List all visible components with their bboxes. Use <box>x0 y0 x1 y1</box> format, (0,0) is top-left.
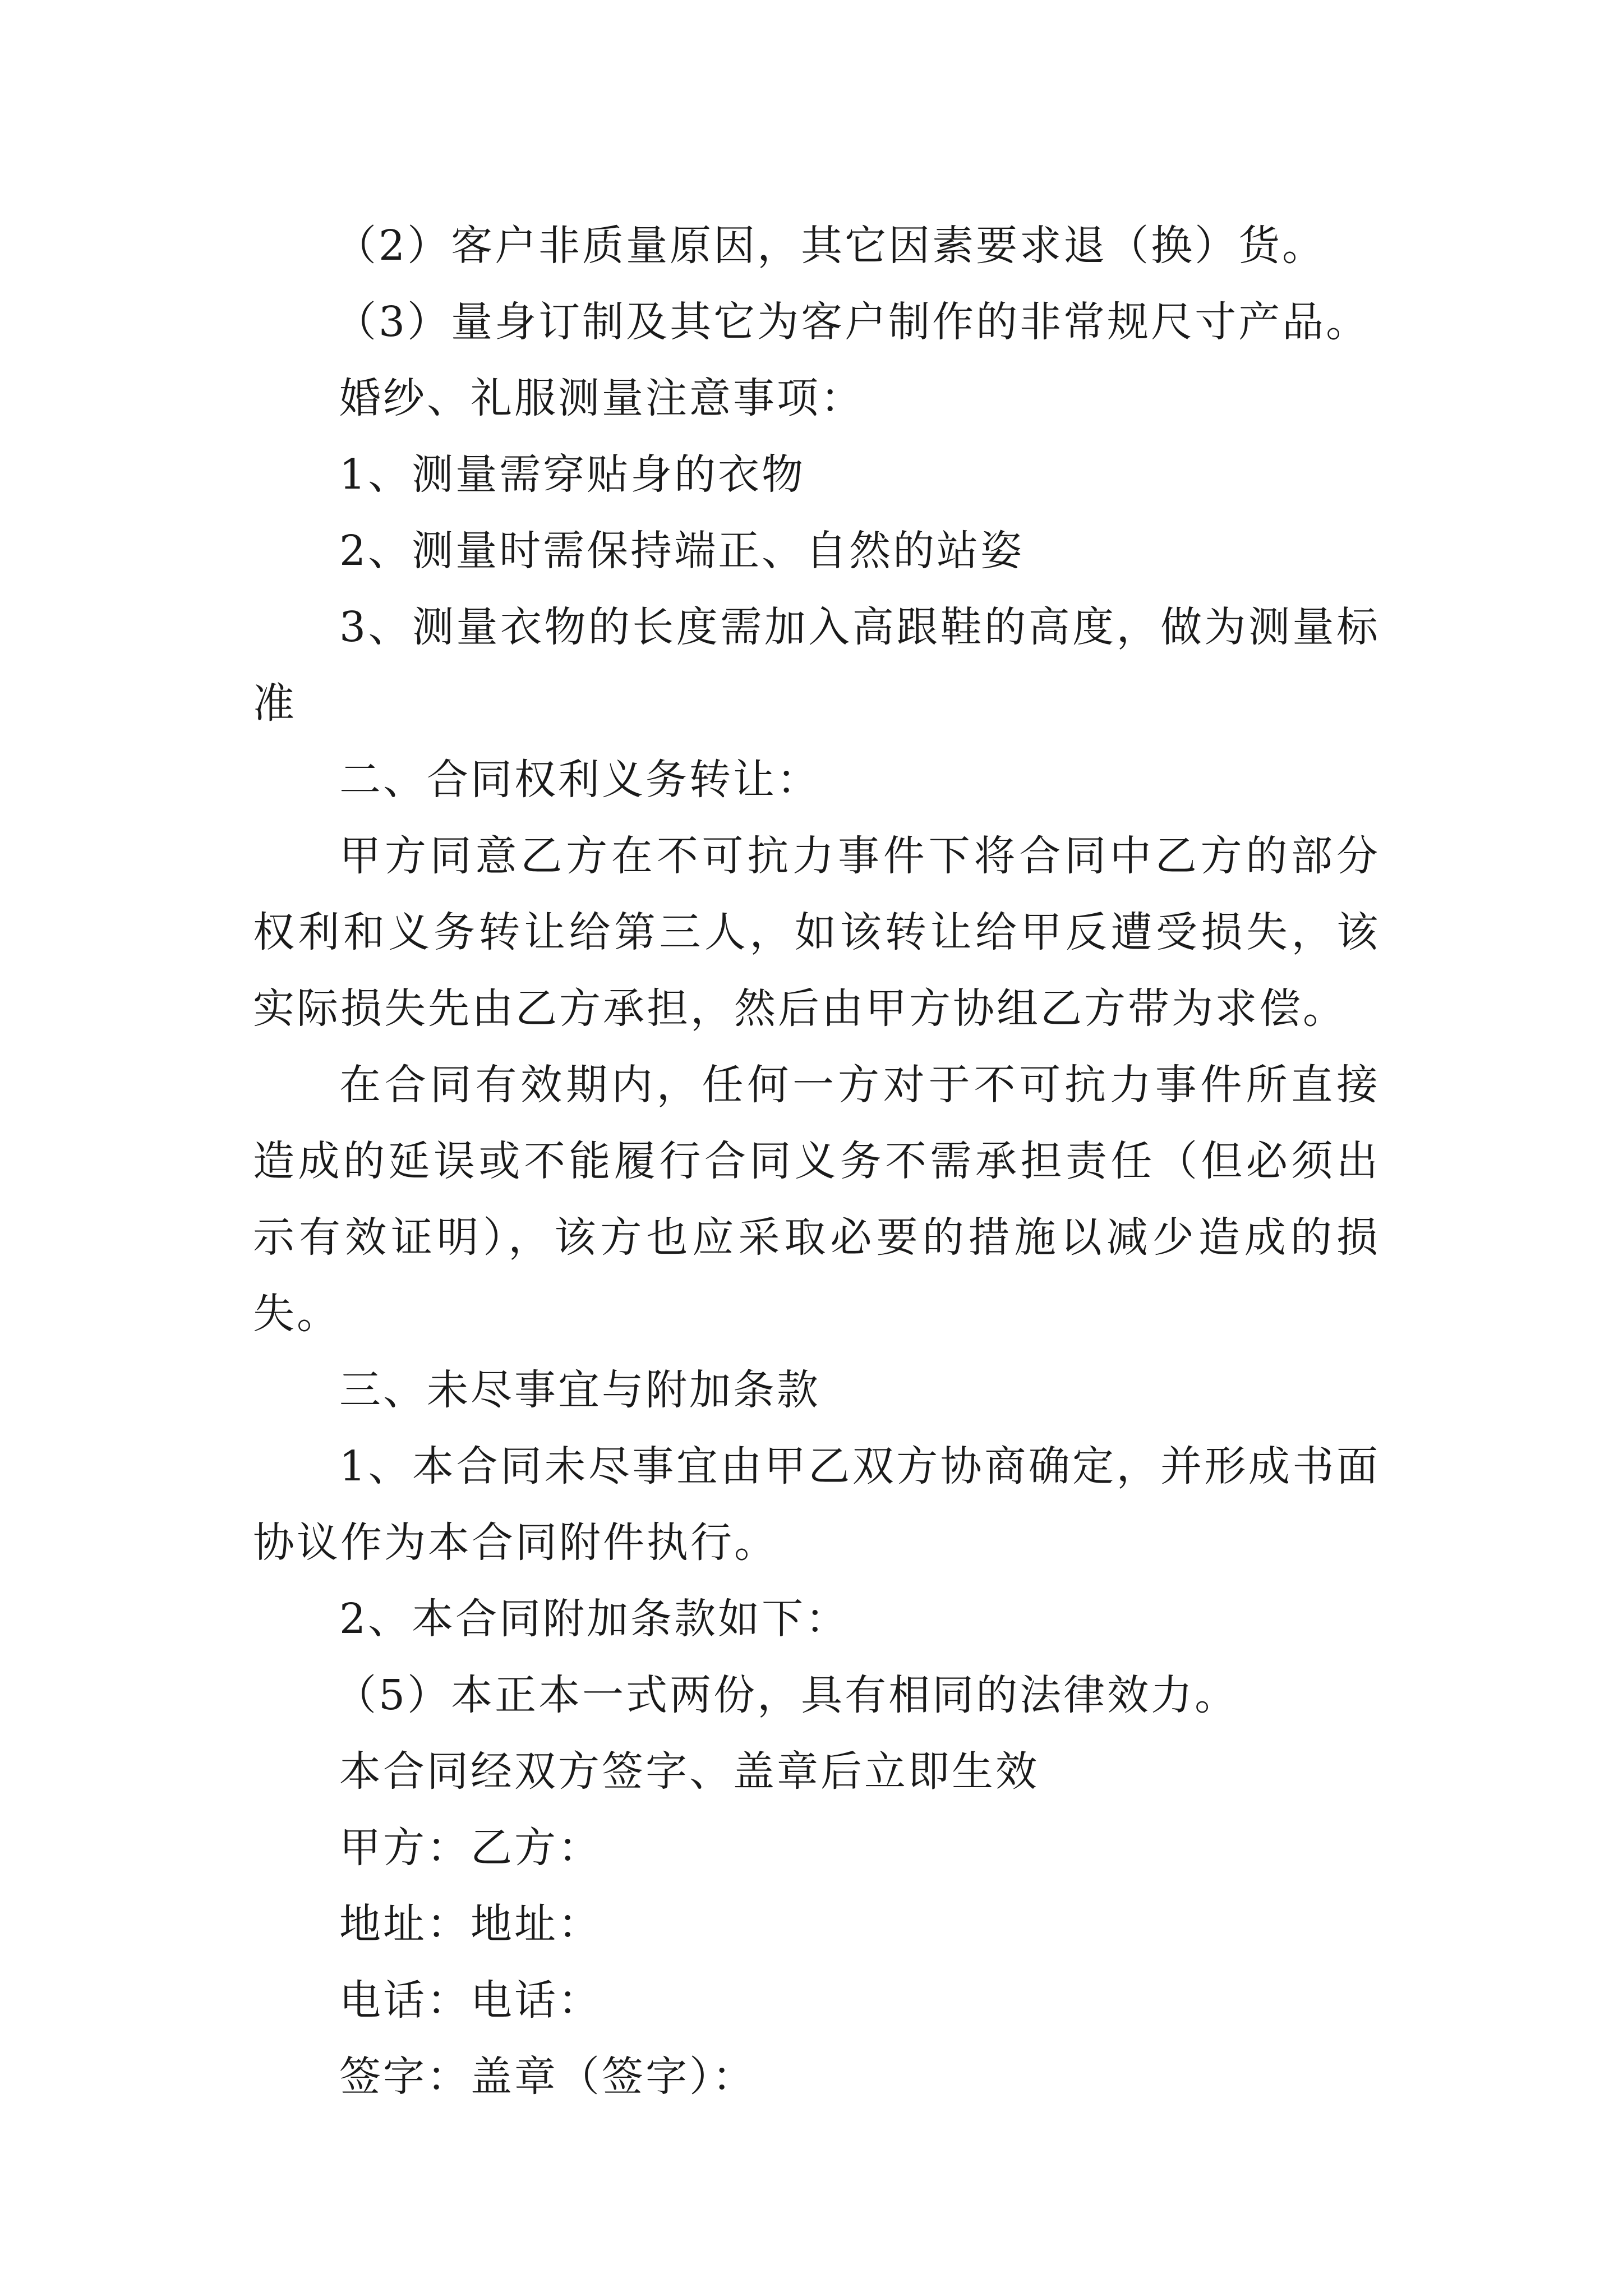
section-three-heading: 三、未尽事宜与附加条款 <box>339 1366 820 1414</box>
clause-line-3: （3）量身订制及其它为客户制作的非常规尺寸产品。 <box>335 298 1370 346</box>
measurement-note-2: 2、测量时需保持端正、自然的站姿 <box>339 527 1025 575</box>
address-line: 地址：地址： <box>339 1900 602 1948</box>
measurement-note-3: 3、测量衣物的长度需加入高跟鞋的高度，做为测量标准 <box>253 603 1380 728</box>
parties-line: 甲方：乙方： <box>339 1824 602 1872</box>
document-body <box>253 208 1380 2115</box>
transfer-paragraph: 甲方同意乙方在不可抗力事件下将合同中乙方的部分权利和义务转让给第三人，如该转让给甲反遭受损失，该实际损失先由乙方承担，然后由甲方协组乙方带为求偿。 <box>253 832 1380 1033</box>
phone-line: 电话：电话： <box>339 1976 602 2024</box>
section-two-heading: 二、合同权利义务转让： <box>339 756 820 804</box>
force-majeure-paragraph: 在合同有效期内，任何一方对于不可抗力事件所直接造成的延误或不能履行合同义务不需承担责任（但必须出示有效证明），该方也应采取必要的措施以减少造成的损失。 <box>253 1061 1380 1338</box>
measurement-notes-heading: 婚纱、礼服测量注意事项： <box>339 374 864 422</box>
additional-clauses-item: 2、本合同附加条款如下： <box>339 1595 850 1643</box>
unresolved-matters-paragraph: 1、本合同未尽事宜由甲乙双方协商确定，并形成书面协议作为本合同附件执行。 <box>253 1442 1380 1567</box>
copies-clause: （5）本正本一式两份，具有相同的法律效力。 <box>335 1671 1239 1719</box>
signature-line: 签字：盖章（签字）： <box>339 2053 756 2101</box>
effective-statement: 本合同经双方签字、盖章后立即生效 <box>339 1747 1039 1796</box>
measurement-note-1: 1、测量需穿贴身的衣物 <box>339 450 806 499</box>
clause-line-2: （2）客户非质量原因，其它因素要求退（换）货。 <box>335 222 1326 270</box>
